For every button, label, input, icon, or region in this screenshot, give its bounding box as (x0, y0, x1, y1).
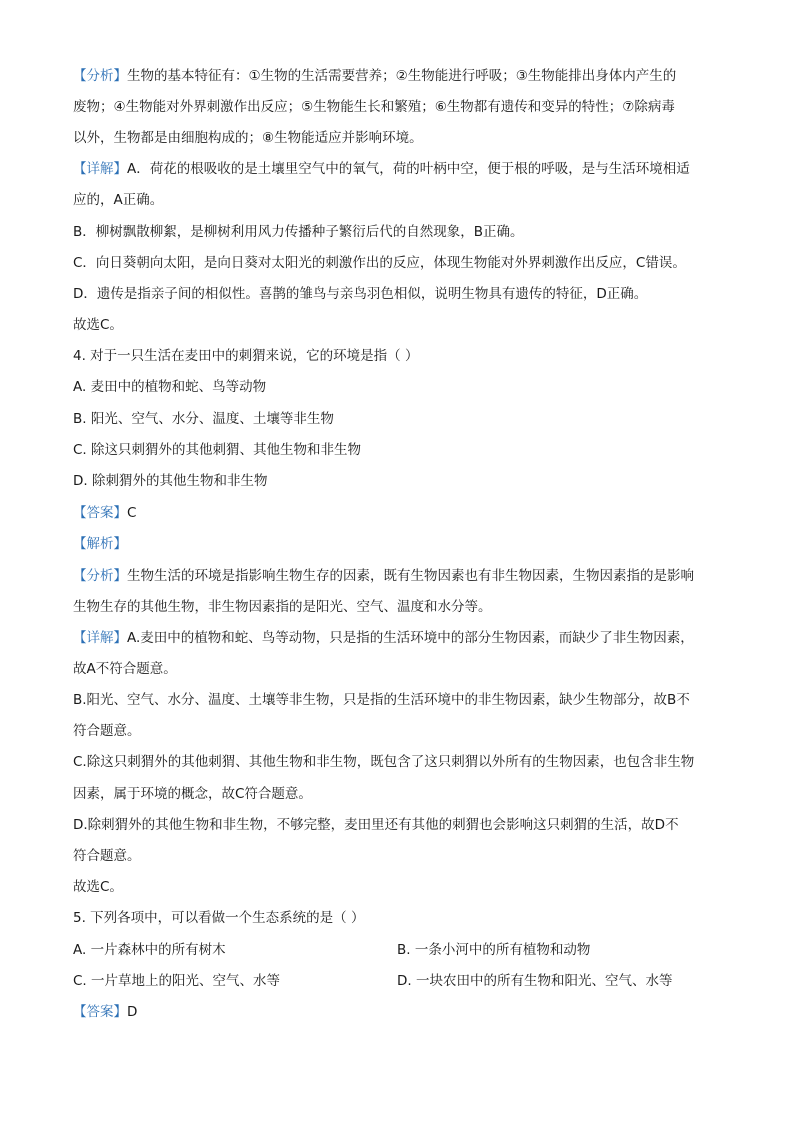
answer-tag: 【答案】 (73, 505, 127, 521)
detail-text: A．荷花的根吸收的是土壤里空气中的氧气，荷的叶柄中空，便于根的呼吸，是与生活环境相适 (127, 161, 690, 177)
q5-option-b: B. 一条小河中的所有植物和动物 (397, 942, 591, 958)
q5-option-d: D. 一块农田中的所有生物和阳光、空气、水等 (397, 973, 673, 989)
q4-option-c: C. 除这只刺猬外的其他刺猬、其他生物和非生物 (73, 442, 362, 458)
answer-tag: 【答案】 (73, 1004, 127, 1020)
explain-tag: 【解析】 (73, 536, 127, 552)
q3-detail-b: B．柳树飘散柳絮，是柳树利用风力传播种子繁衍后代的自然现象，B正确。 (73, 224, 524, 240)
q5-stem: 5. 下列各项中，可以看做一个生态系统的是（ ） (73, 910, 365, 926)
q4-detail-b-line-2: 符合题意。 (73, 723, 141, 739)
detail-tag: 【详解】 (73, 161, 127, 177)
analysis-text: 生物生活的环境是指影响生物生存的因素，既有生物因素也有非生物因素，生物因素指的是影响 (127, 568, 694, 584)
q4-option-d: D. 除刺猬外的其他生物和非生物 (73, 473, 268, 489)
q4-explain-tag (73, 534, 733, 554)
q4-detail-a-line-1 (73, 628, 733, 648)
q3-detail-line-2: 应的，A正确。 (73, 192, 164, 208)
q5-option-a: A. 一片森林中的所有树木 (73, 942, 226, 958)
q3-conclusion: 故选C。 (73, 317, 123, 333)
detail-tag: 【详解】 (73, 630, 127, 646)
q4-detail-b-line-1: B.阳光、空气、水分、温度、土壤等非生物，只是指的生活环境中的非生物因素，缺少生物部分，故B不 (73, 692, 690, 708)
q4-detail-d-line-2: 符合题意。 (73, 848, 141, 864)
q5-answer (73, 1002, 733, 1022)
q3-analysis-line-1 (73, 66, 733, 86)
q5-option-c: C. 一片草地上的阳光、空气、水等 (73, 973, 281, 989)
q3-analysis-line-2: 废物；④生物能对外界刺激作出反应；⑤生物能生长和繁殖；⑥生物都有遗传和变异的特性；⑦除病毒 (73, 99, 675, 115)
q4-stem: 4. 对于一只生活在麦田中的刺猬来说，它的环境是指（ ） (73, 348, 419, 364)
analysis-text: 生物的基本特征有：①生物的生活需要营养；②生物能进行呼吸；③生物能排出身体内产生的 (127, 68, 677, 84)
q3-detail-d: D．遗传是指亲子间的相似性。喜鹊的雏鸟与亲鸟羽色相似，说明生物具有遗传的特征，D正确。 (73, 286, 648, 302)
answer-value: D (127, 1004, 138, 1020)
analysis-tag: 【分析】 (73, 568, 127, 584)
q4-option-b: B. 阳光、空气、水分、温度、土壤等非生物 (73, 411, 334, 427)
q4-answer (73, 503, 733, 523)
q4-option-a: A. 麦田中的植物和蛇、鸟等动物 (73, 379, 267, 395)
q4-analysis-line-2: 生物生存的其他生物，非生物因素指的是阳光、空气、温度和水分等。 (73, 599, 492, 615)
q4-detail-c-line-1: C.除这只刺猬外的其他刺猬、其他生物和非生物，既包含了这只刺猬以外所有的生物因素，也包含非生物 (73, 754, 695, 770)
q3-analysis-line-3: 以外，生物都是由细胞构成的；⑧生物能适应并影响环境。 (73, 130, 423, 146)
q4-analysis-line-1 (73, 566, 733, 586)
q4-conclusion: 故选C。 (73, 879, 123, 895)
analysis-tag: 【分析】 (73, 68, 127, 84)
q3-detail-line-1 (73, 159, 733, 179)
q4-detail-c-line-2: 因素，属于环境的概念，故C符合题意。 (73, 786, 312, 802)
q4-detail-d-line-1: D.除刺猬外的其他生物和非生物，不够完整，麦田里还有其他的刺猬也会影响这只刺猬的生活，故D不 (73, 817, 679, 833)
q3-detail-c: C．向日葵朝向太阳，是向日葵对太阳光的刺激作出的反应，体现生物能对外界刺激作出反应，C错误。 (73, 255, 686, 271)
q4-detail-a-line-2: 故A不符合题意。 (73, 661, 177, 677)
q5-options-row-2 (73, 971, 733, 991)
q5-options-row-1 (73, 940, 733, 960)
answer-value: C (127, 505, 137, 521)
detail-text: A.麦田中的植物和蛇、鸟等动物，只是指的生活环境中的部分生物因素，而缺少了非生物因素， (127, 630, 694, 646)
